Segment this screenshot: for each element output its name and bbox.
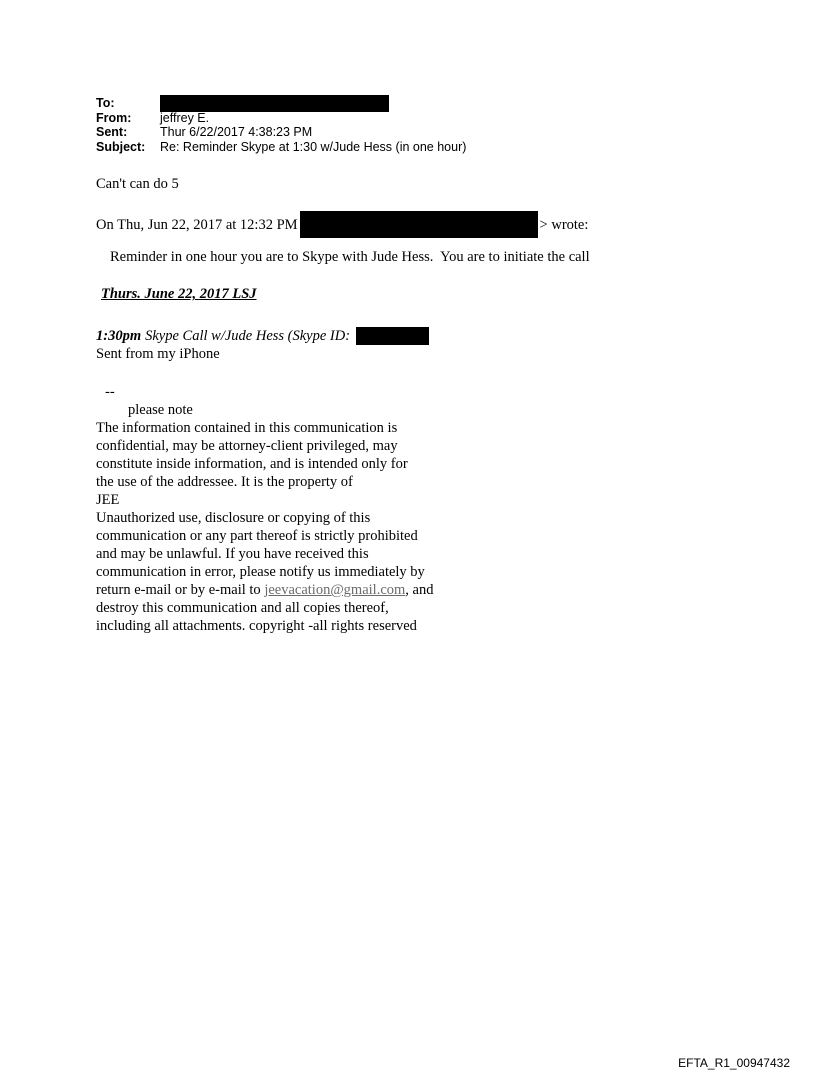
call-time: 1:30pm [96, 328, 142, 344]
sent-value: Thur 6/22/2017 4:38:23 PM [160, 125, 313, 139]
subject-label: Subject: [96, 139, 146, 154]
disclaimer [96, 419, 476, 635]
disclaimer-return-line [96, 581, 476, 599]
quote-intro-end: > wrote: [539, 216, 589, 233]
disclaimer-line: destroy this communication and all copies thereof, [96, 600, 389, 616]
subject-row [96, 140, 466, 155]
reminder-text: Reminder in one hour you are to Skype with Jude Hess. You are to initiate the call [110, 249, 590, 265]
disclaimer-line: the use of the addressee. It is the property of [96, 474, 353, 490]
quote-intro-start: On Thu, Jun 22, 2017 at 12:32 PM [96, 216, 298, 233]
disclaimer-line: JEE [96, 492, 120, 508]
sent-label: Sent: [96, 125, 128, 139]
signature: Sent from my iPhone [96, 346, 220, 362]
please-note: please note [128, 402, 193, 418]
to-row [96, 96, 466, 111]
return-line-end: , and [405, 582, 434, 598]
sent-row [96, 125, 466, 140]
reply-text: Can't can do 5 [96, 176, 179, 192]
email-header [96, 96, 466, 154]
disclaimer-line: communication in error, please notify us immediately by [96, 564, 425, 580]
disclaimer-line: including all attachments. copyright -all rights reserved [96, 618, 417, 634]
disclaimer-line: confidential, may be attorney-client privileged, may [96, 438, 398, 454]
disclaimer-line: constitute inside information, and is intended only for [96, 456, 408, 472]
to-label: To: [96, 96, 115, 110]
disclaimer-line: and may be unlawful. If you have received this [96, 546, 369, 562]
day-heading: Thurs. June 22, 2017 LSJ [101, 286, 257, 302]
email-link[interactable]: jeevacation@gmail.com [264, 582, 406, 598]
to-redaction [160, 95, 389, 112]
from-value: jeffrey E. [160, 110, 210, 125]
from-label: From: [96, 110, 132, 125]
return-line-start: return e-mail or by e-mail to [96, 582, 265, 598]
call-line [96, 327, 429, 345]
skype-id-redaction [356, 327, 429, 345]
call-text: Skype Call w/Jude Hess (Skype ID: [145, 328, 351, 344]
subject-value: Re: Reminder Skype at 1:30 w/Jude Hess (in one hour) [160, 139, 467, 154]
quote-intro [96, 211, 588, 238]
disclaimer-line: communication or any part thereof is strictly prohibited [96, 528, 418, 544]
disclaimer-line: Unauthorized use, disclosure or copying of this [96, 510, 371, 526]
document-id: EFTA_R1_00947432 [678, 1056, 790, 1070]
signature-dash: -- [105, 384, 115, 400]
sender-redaction [300, 211, 538, 238]
from-row [96, 111, 466, 126]
disclaimer-line: The information contained in this communication is [96, 420, 398, 436]
